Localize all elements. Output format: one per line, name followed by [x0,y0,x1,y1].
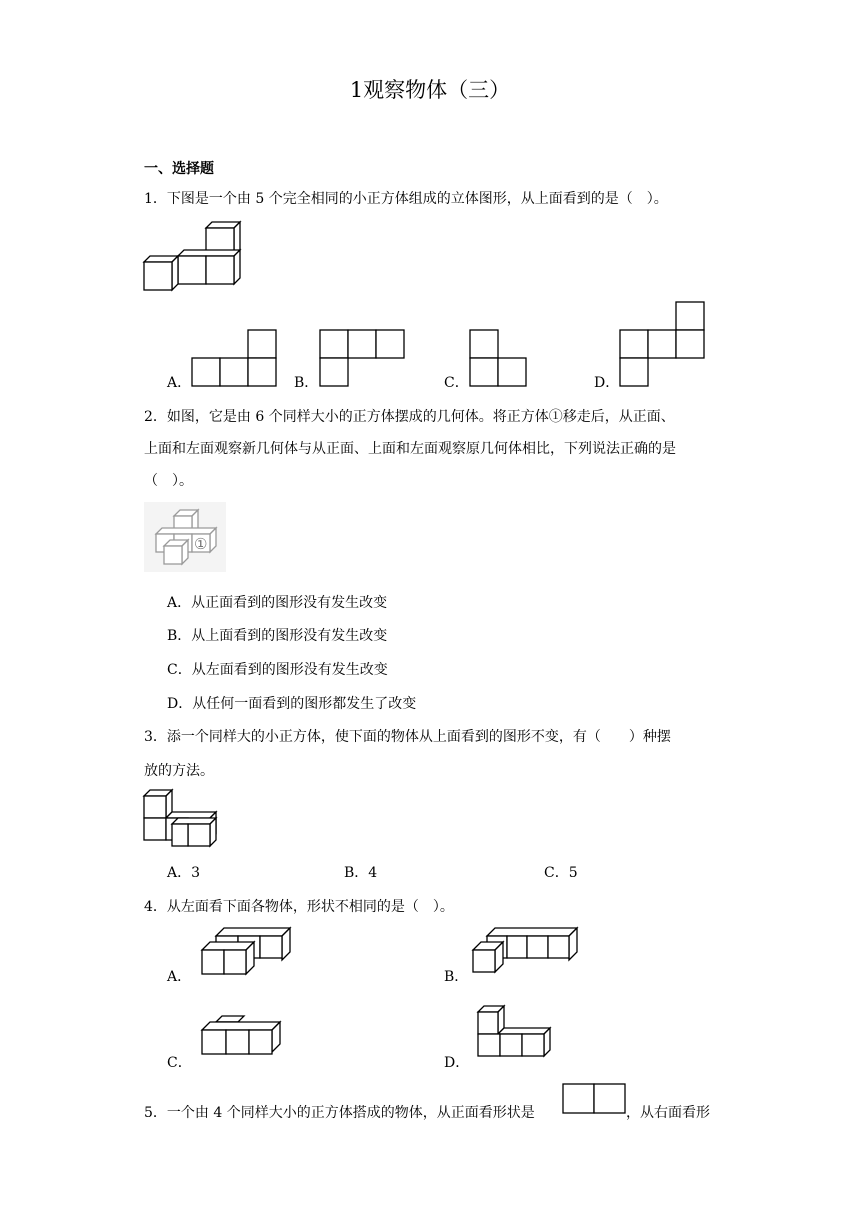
q1-option-c-figure [470,330,528,388]
q1-option-d-figure [620,302,706,388]
q4-option-b-figure [473,928,581,976]
q5-front-view-figure [562,1083,626,1115]
q1-option-b-figure [320,330,406,388]
q4-option-d-label: D． [444,1055,470,1071]
q2-option-c: C．从左面看到的图形没有发生改变 [167,662,388,678]
q2-solid-figure [150,508,226,568]
q4-option-a-figure [202,928,294,976]
question-2-line-2: 上面和左面观察新几何体与从正面、上面和左面观察原几何体相比，下列说法正确的是 [144,441,676,457]
question-5-text-start: 5．一个由 4 个同样大小的正方体搭成的物体，从正面看形状是 [144,1105,535,1121]
q3-solid-figure [144,790,222,852]
question-3-line-2: 放的方法。 [144,763,214,779]
q4-option-c-figure [202,1014,282,1060]
q4-option-c-label: C． [167,1055,192,1071]
q1-option-a-figure [192,330,278,388]
q1-option-a-label: A． [167,375,192,391]
question-3-line-1: 3．添一个同样大的小正方体，使下面的物体从上面看到的图形不变，有（ ）种摆 [144,729,671,745]
q2-cube-marker: ① [194,535,208,553]
q2-option-a: A．从正面看到的图形没有发生改变 [167,595,388,611]
question-2-line-1: 2．如图，它是由 6 个同样大小的正方体摆成的几何体。将正方体①移走后，从正面、 [144,409,675,425]
q1-option-b-label: B． [294,375,319,391]
question-5-text-end: ，从右面看形 [626,1105,710,1121]
q1-option-d-label: D． [594,375,620,391]
q2-option-b: B．从上面看到的图形没有发生改变 [167,628,388,644]
q4-option-a-label: A． [167,969,192,985]
q4-option-b-label: B． [444,969,469,985]
section-heading: 一、选择题 [144,161,214,177]
q1-option-c-label: C． [444,375,469,391]
question-4-text: 4．从左面看下面各物体，形状不相同的是（ ）。 [144,899,454,915]
q4-option-d-figure [478,1004,552,1060]
q3-option-b: B．4 [344,865,378,881]
q2-option-d: D．从任何一面看到的图形都发生了改变 [167,696,417,712]
q1-solid-figure [144,222,244,294]
q3-option-a: A．3 [167,865,201,881]
q3-option-c: C．5 [544,865,578,881]
page-title: 1观察物体（三） [349,78,511,102]
question-2-line-3: （ ）。 [144,473,193,489]
question-1-text: 1．下图是一个由 5 个完全相同的小正方体组成的立体图形，从上面看到的是（ ）。 [144,191,668,207]
